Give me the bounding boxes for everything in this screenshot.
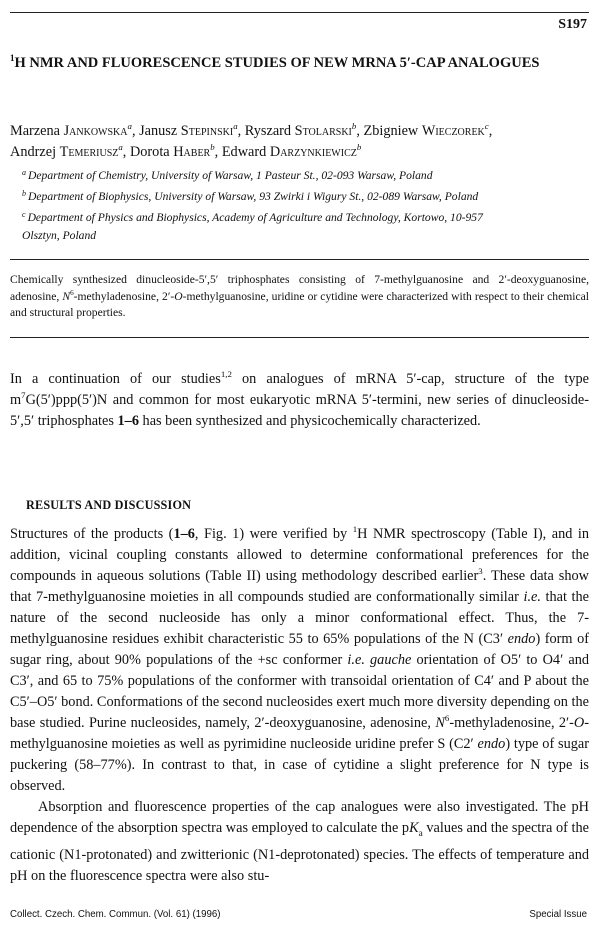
- affiliation-a: [22, 164, 589, 185]
- italic-text: K: [409, 820, 419, 836]
- page: [10, 0, 589, 933]
- text: ) form of sugar ring, about 90% populations of the +sc conformer: [10, 631, 589, 668]
- page-number: S197: [558, 17, 587, 32]
- author-first-name: Edward: [221, 144, 270, 160]
- section-heading: RESULTS AND DISCUSSION: [26, 498, 192, 512]
- author: [222, 144, 361, 160]
- affiliations: [22, 164, 589, 245]
- author: [139, 123, 245, 139]
- text: , Fig. 1) were verified by: [194, 526, 353, 542]
- paper-title: [10, 54, 570, 73]
- author: [130, 144, 222, 160]
- author-first-name: Zbigniew: [363, 123, 422, 139]
- author-separator: ,: [122, 144, 130, 160]
- abstract-bottom-rule: [10, 337, 589, 338]
- intro-text: G(5′)ppp(5′)N and common for most eukaryotic mRNA 5′-termini, new series of dinucleoside-5′,5′ triphosphates: [10, 392, 589, 429]
- text: -methylguanosine moieties as well as pyrimidine nucleoside uridine prefer S (C2′: [10, 715, 590, 752]
- affiliation-c: [22, 206, 589, 227]
- author-last-name: Jankowska: [63, 123, 128, 139]
- results-paragraphs: [10, 524, 589, 887]
- text: ) type of sugar puckering (58–77%). In contrast to that, in case of cytidine a slight preference for N type is observed.: [10, 736, 590, 794]
- abstract-italic: N: [62, 289, 71, 303]
- affiliation-text: Department of Physics and Biophysics, Academy of Agriculture and Technology, Kortowo, 10-957: [27, 211, 483, 224]
- author-affiliation-mark: b: [210, 142, 215, 153]
- author-first-name: Ryszard: [244, 123, 295, 139]
- intro-text: on analogues of mRNA 5′-cap, structure of the type m: [10, 371, 589, 408]
- abstract-superscript: 6: [70, 288, 74, 297]
- abstract-top-rule: [10, 259, 589, 260]
- italic-text: endo: [477, 736, 506, 752]
- text: Structures of the products (: [10, 526, 174, 542]
- author-last-name: Temeriusz: [59, 144, 119, 160]
- affiliation-mark: c: [22, 210, 26, 219]
- affiliation-mark: b: [22, 189, 26, 198]
- author-separator: ,: [131, 123, 140, 139]
- author-last-name: Stepinski: [180, 123, 234, 139]
- author-affiliation-mark: a: [118, 142, 123, 153]
- footer: [10, 909, 589, 920]
- author-affiliation-mark: a: [127, 121, 132, 132]
- superscript: 6: [444, 713, 450, 724]
- italic-text: gauche: [364, 652, 412, 668]
- italic-text: N: [435, 715, 445, 731]
- text: Absorption and fluorescence properties of the cap analogues were also investigated. The pH dependence of the absorption spectra was employed to calculate the p: [10, 799, 589, 836]
- intro-text: In a continuation of our studies: [10, 371, 221, 387]
- text: . These data show that 7-methylguanosine moieties in all compounds studied are conformationally similar: [10, 568, 589, 605]
- text: orientation of O5′ to O4′ and C3′, and 65 to 75% populations of the conformer with transoidal orientation of C4′ and P about the C5′–O5′ bond. Conformations of the second nucleosides exert much more diversity depending on the base studied. Purine nucleosides, namely, 2′-deoxyguanosine, adenosine,: [10, 652, 589, 731]
- abstract: [10, 272, 589, 322]
- author: [10, 144, 130, 160]
- affiliation-text: Department of Biophysics, University of Warsaw, 93 Zwirki i Wigury St., 02-089 Warsaw, Poland: [28, 190, 479, 203]
- italic-text: endo: [507, 631, 536, 647]
- author-affiliation-mark: b: [351, 121, 357, 132]
- abstract-text: -methyladenosine, 2′-: [73, 289, 175, 303]
- author-affiliation-mark: b: [356, 142, 362, 153]
- subscript: a: [418, 828, 423, 839]
- author: [10, 123, 139, 139]
- text: values and the spectra of the cationic (N1-protonated) and zwitterionic (N1-deprotonated) species. The effects of temperature and pH on the fluorescence spectra were also stu-: [10, 820, 589, 884]
- author-first-name: Dorota: [129, 144, 174, 160]
- title-superscript: 1: [10, 53, 15, 64]
- author: [363, 123, 492, 139]
- footer-journal: Collect. Czech. Chem. Commun. (Vol. 61) (1996): [10, 909, 221, 920]
- author: [245, 123, 364, 139]
- author-last-name: Haber: [173, 144, 211, 160]
- footer-issue: Special Issue: [529, 909, 587, 920]
- author-affiliation-mark: c: [484, 121, 489, 132]
- text: -methyladenosine, 2′-: [449, 715, 574, 731]
- intro-superscript: 7: [21, 390, 26, 401]
- author-last-name: Wieczorek: [421, 123, 485, 139]
- citation-ref: 3: [478, 566, 483, 577]
- author-last-name: Darzynkiewicz: [269, 144, 357, 160]
- affiliation-b: [22, 185, 589, 206]
- citation-ref: 1,2: [220, 369, 232, 380]
- author-affiliation-mark: a: [233, 121, 238, 132]
- title-text: H NMR AND FLUORESCENCE STUDIES OF NEW MRNA 5′-CAP ANALOGUES: [14, 55, 540, 71]
- text: that the nature of the second nucleoside has only a minor conformational effect. Thus, the 7-methylguanosine residues exhibit characteristic 55 to 65% populations of the N (C3′: [10, 589, 589, 647]
- author-list: [10, 121, 589, 163]
- text: H NMR spectroscopy (Table I), and in addition, vicinal coupling constants allowed to determine conformational preferences for the compounds in aqueous solutions (Table II) using methodology described earlier: [10, 526, 590, 584]
- italic-text: i.e.: [523, 589, 541, 605]
- abstract-text: Chemically synthesized dinucleoside-5′,5′ triphosphates consisting of 7-methylguanosine and 2′-deoxyguanosine, adenosine,: [10, 273, 589, 303]
- abstract-italic: O: [174, 289, 183, 303]
- author-first-name: Andrzej: [10, 144, 60, 160]
- affiliation-c-continued: Olsztyn, Poland: [22, 229, 97, 242]
- results-paragraph-2: [10, 797, 589, 887]
- italic-text: O: [573, 715, 585, 731]
- author-first-name: Marzena: [10, 123, 64, 139]
- affiliation-text: Department of Chemistry, University of Warsaw, 1 Pasteur St., 02-093 Warsaw, Poland: [28, 169, 433, 182]
- compound-numbers: 1–6: [117, 413, 139, 429]
- intro-text: has been synthesized and physicochemically characterized.: [138, 413, 481, 429]
- top-rule: [10, 12, 589, 13]
- superscript: 1: [352, 524, 358, 535]
- results-paragraph-1: [10, 524, 589, 797]
- author-separator: ,: [214, 144, 222, 160]
- abstract-text: -methylguanosine, uridine or cytidine were characterized with respect to their chemical and structural properties.: [10, 289, 589, 319]
- italic-text: i.e.: [347, 652, 365, 668]
- author-separator: ,: [237, 123, 245, 139]
- intro-paragraph: [10, 369, 589, 432]
- compound-numbers: 1–6: [173, 526, 195, 542]
- affiliation-mark: a: [22, 168, 26, 177]
- author-separator: ,: [488, 123, 493, 139]
- author-separator: ,: [356, 123, 364, 139]
- author-first-name: Janusz: [139, 123, 181, 139]
- author-last-name: Stolarski: [294, 123, 352, 139]
